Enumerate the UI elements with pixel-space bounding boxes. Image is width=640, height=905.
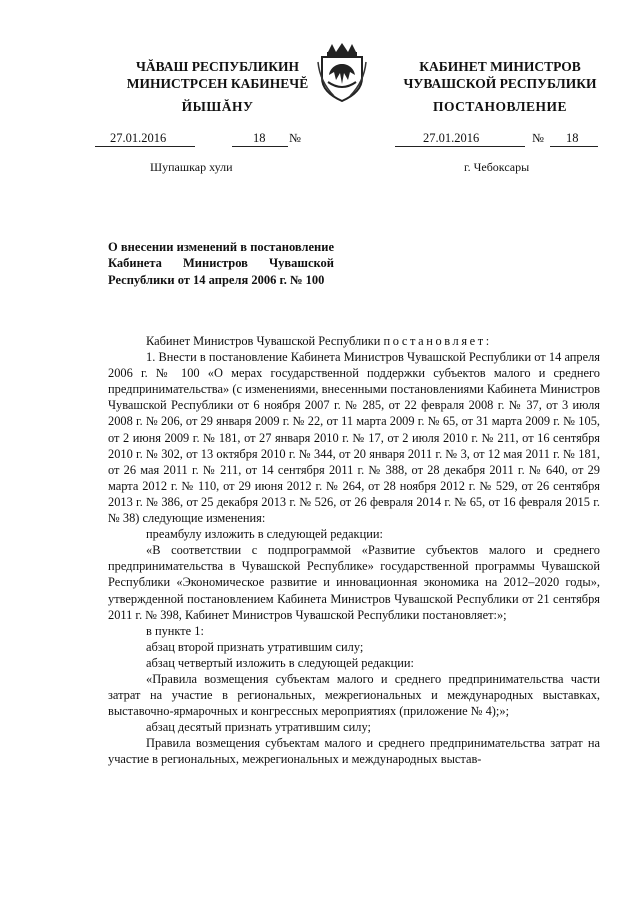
intro-suffix: : bbox=[485, 334, 490, 348]
left-number: 18 bbox=[253, 131, 266, 145]
header-right-line1: КАБИНЕТ МИНИСТРОВ bbox=[419, 59, 581, 74]
header-left-line1: ЧĂВАШ РЕСПУБЛИКИН bbox=[135, 59, 300, 74]
paragraph: «В соответствии с подпрограммой «Развитие субъектов малого и среднего предпринимательства в Чувашской Республике» государственной программы Чувашской Республики «Экономическое развитие и инновационная экономика на 2012–2020 годы», утвержденной постановлением Кабинета Министров Чувашской Республики от 21 сентября 2011 г. № 398, Кабинет Министров Чувашской Республики постановляет:»; bbox=[108, 543, 600, 622]
right-date-underline bbox=[395, 146, 525, 147]
header-right-title bbox=[395, 58, 605, 92]
intro-paragraph bbox=[108, 333, 600, 349]
paragraph: Правила возмещения субъектам малого и среднего предпринимательства затрат на участие в региональных, межрегиональных и международных выстав- bbox=[108, 736, 600, 767]
paragraph: преамбулу изложить в следующей редакции: bbox=[146, 527, 383, 542]
paragraph: абзац четвертый изложить в следующей редакции: bbox=[146, 655, 414, 670]
paragraph: абзац десятый признать утратившим силу; bbox=[146, 720, 371, 735]
header-right-doc-type: ПОСТАНОВЛЕНИЕ bbox=[432, 99, 568, 114]
right-number-sign: № bbox=[532, 131, 544, 145]
left-date-underline bbox=[95, 146, 195, 147]
header-left-title bbox=[95, 58, 340, 92]
header-right-line2: ЧУВАШСКОЙ РЕСПУБЛИКИ bbox=[403, 76, 597, 91]
right-date: 27.01.2016 bbox=[423, 131, 480, 145]
right-number: 18 bbox=[566, 131, 579, 145]
right-number-underline bbox=[550, 146, 598, 147]
intro-prefix: Кабинет Министров Чувашской Республики bbox=[146, 334, 384, 348]
intro-decree-word: постановляет bbox=[383, 334, 486, 348]
coat-of-arms-icon bbox=[316, 42, 368, 102]
paragraph: 1. Внести в постановление Кабинета Министров Чувашской Республики от 14 апреля 2006 г. № 100 «О мерах государственной поддержки субъектов малого и среднего предпринимательства» (с изменениями, внесенными постановлениями Кабинета Министров Чувашской Республики от 6 ноября 2007 г. № 285, от 22 февраля 2008 г. № 37, от 3 июля 2008 г. № 206, от 29 января 2009 г. № 22, от 11 марта 2009 г. № 65, от 31 марта 2009 г. № 105, от 2 июня 2009 г. № 181, от 27 января 2010 г. № 17, от 2 июля 2010 г. № 211, от 16 сентября 2010 г. № 302, от 13 октября 2010 г. № 344, от 20 января 2011 г. № 3, от 12 мая 2011 г. № 181, от 26 мая 2011 г. № 211, от 14 сентября 2011 г. № 388, от 28 декабря 2011 г. № 640, от 29 марта 2012 г. № 110, от 29 июня 2012 г. № 264, от 28 ноября 2012 г. № 529, от 26 сентября 2013 г. № 386, от 25 декабря 2013 г. № 526, от 26 февраля 2014 г. № 65, от 16 февраля 2015 г. № 38) следующие изменения: bbox=[108, 350, 600, 526]
paragraph: «Правила возмещения субъектам малого и среднего предпринимательства части затрат на участие в региональных, межрегиональных и международных выставках, выставочно-ярмарочных и конгрессных мероприятиях (приложение № 4);»; bbox=[108, 671, 600, 719]
header-left-line2: МИНИСТРСЕН КАБИНЕЧĔ bbox=[126, 76, 309, 91]
left-city: Шупашкар хули bbox=[150, 160, 233, 174]
left-number-sign: № bbox=[289, 131, 301, 145]
document-subject: О внесении изменений в постановление Кабинета Министров Чувашской Республики от 14 апреля 2006 г. № 100 bbox=[108, 240, 334, 287]
document-body bbox=[108, 333, 600, 768]
right-city: г. Чебоксары bbox=[464, 160, 530, 174]
left-number-underline bbox=[232, 146, 288, 147]
header-left-doc-type: ЙЫШĂНУ bbox=[181, 99, 254, 114]
left-date: 27.01.2016 bbox=[110, 131, 167, 145]
paragraph: абзац второй признать утратившим силу; bbox=[146, 639, 364, 654]
paragraph: в пункте 1: bbox=[146, 623, 204, 638]
